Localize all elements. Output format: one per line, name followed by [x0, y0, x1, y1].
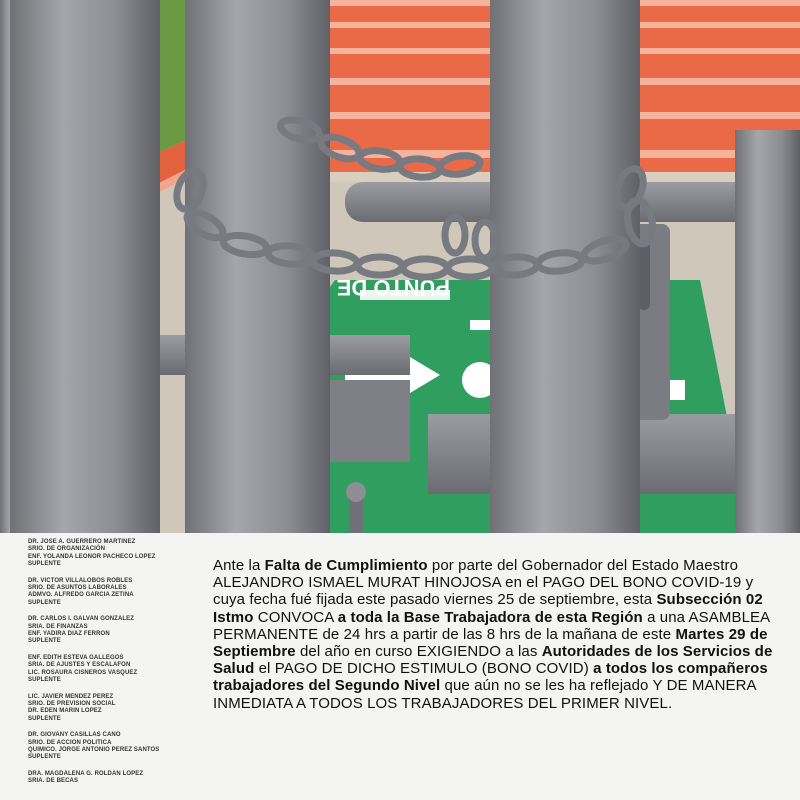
notice-bold: Subsección 02 Istmo: [213, 591, 763, 626]
official-entry: [28, 539, 208, 569]
official-role: SRIA. DE FINANZAS: [28, 623, 88, 630]
official-name: ENF. EDITH ESTEVA GALLEGOS: [28, 654, 124, 661]
alternate-role: SUPLENTE: [28, 599, 61, 606]
official-entry: [28, 578, 208, 608]
official-name: DR. CARLOS I. GALVAN GONZALEZ: [28, 616, 135, 623]
alternate-name: ENF. YADIRA DIAZ FERRON: [28, 631, 110, 638]
notice-paragraph: [213, 557, 788, 712]
official-entry: [28, 732, 208, 762]
official-role: SRIA. DE BECAS: [28, 778, 79, 785]
alternate-role: SUPLENTE: [28, 715, 61, 722]
printed-notice: [0, 533, 800, 800]
official-role: SRIA. DE AJUSTES Y ESCALAFON: [28, 662, 131, 669]
official-entry: [28, 771, 208, 786]
notice-text: CONVOCA: [253, 608, 338, 626]
notice-text: que aún no se les ha reflejado Y DE MANERA INMEDIATA A TODOS LOS TRABAJADORES DEL PRIMER NIVEL.: [213, 677, 756, 712]
official-entry: [28, 655, 208, 685]
notice-bold: Autoridades de los Servicios de Salud: [213, 643, 773, 678]
official-name: DR. VICTOR VILLALOBOS ROBLES: [28, 577, 133, 584]
official-name: LIC. JAVIER MENDEZ PEREZ: [28, 693, 114, 700]
alternate-role: SUPLENTE: [28, 638, 61, 645]
notice-text: por parte del Gobernador del Estado Maestro ALEJANDRO ISMAEL MURAT HINOJOSA en el PAGO DEL BONO COVID-19 y cuya fecha fué fijada este pasado viernes 25 de septiembre, esta: [213, 557, 754, 609]
notice-text: del año en curso EXIGIENDO a las: [295, 643, 542, 661]
notice-bold: a toda la Base Trabajadora de esta Región: [337, 608, 643, 626]
gate-bar: [490, 0, 640, 533]
alternate-role: SUPLENTE: [28, 677, 61, 684]
alternate-name: ADMVO. ALFREDO GARCIA ZETINA: [28, 592, 134, 599]
official-role: SRIO. DE PREVISION SOCIAL: [28, 700, 116, 707]
notice-bold: Martes 29 de Septiembre: [213, 625, 768, 661]
alternate-role: SUPLENTE: [28, 754, 61, 761]
official-role: SRIO. DE ASUNTOS LABORALES: [28, 585, 127, 592]
notice-bold: Falta de Cumplimiento: [264, 557, 428, 574]
gate-bar: [735, 130, 800, 533]
official-name: DR. JOSE A. GUERRERO MARTINEZ: [28, 539, 136, 545]
official-name: DRA. MAGDALENA G. ROLDAN LOPEZ: [28, 770, 144, 777]
official-role: SRIO. DE ORGANIZACIÓN: [28, 546, 106, 553]
official-role: SRIO. DE ACCION POLITICA: [28, 739, 112, 746]
notice-bold: a todos los compañeros trabajadores del Segundo Nivel: [213, 660, 768, 695]
alternate-name: ENF. YOLANDA LEONOR PACHECO LOPEZ: [28, 553, 156, 560]
alternate-name: QUIMICO. JORGE ANTONIO PEREZ SANTOS: [28, 746, 160, 753]
alternate-name: DR. EDEN MARIN LOPEZ: [28, 708, 102, 715]
notice-text: a una ASAMBLEA PERMANENTE de 24 hrs a partir de las 8 hrs de la mañana de este: [213, 608, 770, 643]
alternate-name: LIC. ROSAURA CISNEROS VASQUEZ: [28, 669, 138, 676]
official-entry: [28, 694, 208, 724]
floor-sign-text: PUNTO DE: [336, 275, 450, 300]
gate-bar: [185, 0, 330, 533]
official-name: DR. GIOVANY CASILLAS CANO: [28, 732, 121, 739]
official-entry: [28, 616, 208, 646]
notice-text: Ante la: [213, 557, 265, 574]
gate-bar: [10, 0, 160, 533]
alternate-role: SUPLENTE: [28, 561, 61, 568]
officials-list: [28, 539, 208, 795]
notice-text: el PAGO DE DICHO ESTIMULO (BONO COVID): [254, 660, 594, 678]
